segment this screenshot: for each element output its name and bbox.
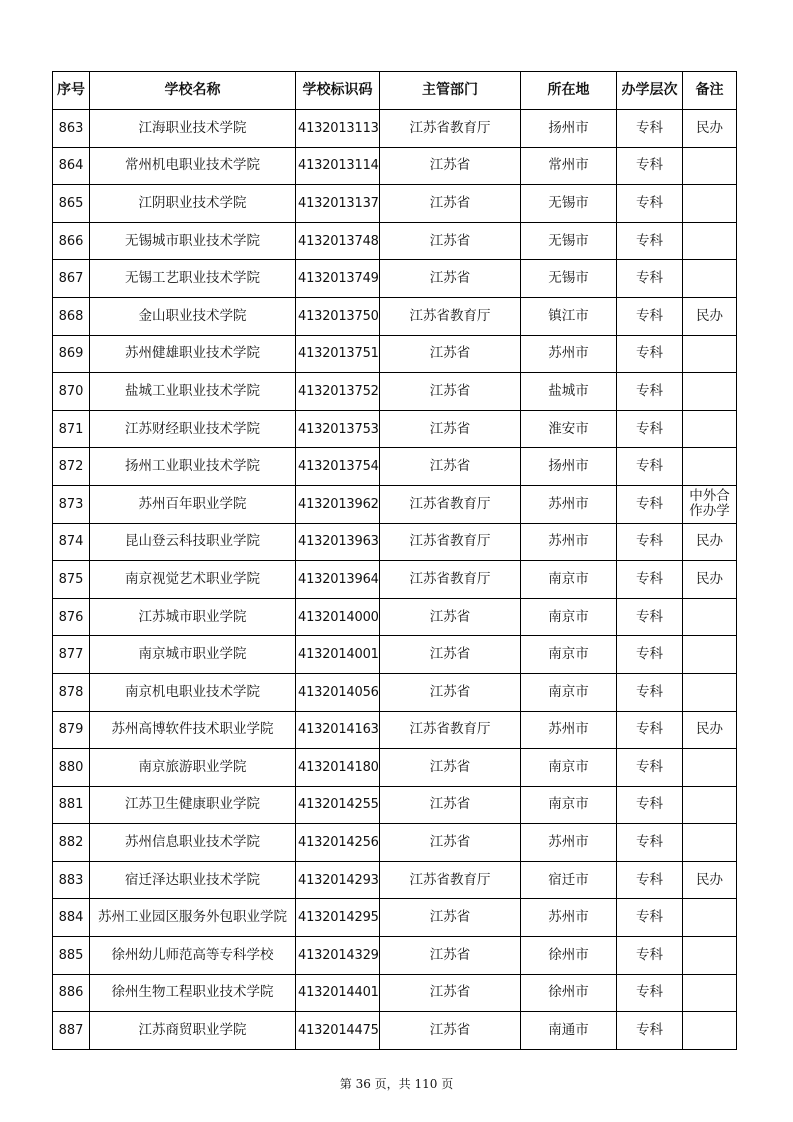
cell-location: 苏州市 — [521, 523, 617, 561]
cell-remark — [683, 410, 737, 448]
table-row — [53, 410, 737, 448]
table-row — [53, 937, 737, 975]
cell-school-name: 南京视觉艺术职业学院 — [90, 561, 296, 599]
cell-index: 885 — [53, 937, 90, 975]
header-level: 办学层次 — [617, 72, 683, 110]
header-location: 所在地 — [521, 72, 617, 110]
cell-location: 徐州市 — [521, 974, 617, 1012]
cell-index: 882 — [53, 824, 90, 862]
cell-department: 江苏省 — [380, 937, 521, 975]
cell-school-name: 江苏财经职业技术学院 — [90, 410, 296, 448]
cell-school-name: 金山职业技术学院 — [90, 297, 296, 335]
cell-remark — [683, 260, 737, 298]
cell-location: 苏州市 — [521, 824, 617, 862]
cell-index: 876 — [53, 598, 90, 636]
cell-remark — [683, 786, 737, 824]
table-row — [53, 147, 737, 185]
cell-remark — [683, 598, 737, 636]
cell-department: 江苏省 — [380, 824, 521, 862]
cell-school-code: 4132014256 — [296, 824, 380, 862]
cell-department: 江苏省 — [380, 636, 521, 674]
cell-school-name: 江苏商贸职业学院 — [90, 1012, 296, 1050]
cell-location: 南京市 — [521, 636, 617, 674]
cell-level: 专科 — [617, 185, 683, 223]
cell-level: 专科 — [617, 297, 683, 335]
cell-index: 878 — [53, 673, 90, 711]
cell-department: 江苏省 — [380, 222, 521, 260]
cell-remark — [683, 673, 737, 711]
cell-remark — [683, 899, 737, 937]
cell-school-code: 4132013962 — [296, 485, 380, 523]
cell-school-code: 4132013137 — [296, 185, 380, 223]
cell-school-code: 4132013964 — [296, 561, 380, 599]
cell-level: 专科 — [617, 598, 683, 636]
cell-remark — [683, 373, 737, 411]
cell-school-name: 昆山登云科技职业学院 — [90, 523, 296, 561]
cell-school-code: 4132013753 — [296, 410, 380, 448]
header-school-code: 学校标识码 — [296, 72, 380, 110]
cell-level: 专科 — [617, 673, 683, 711]
cell-school-code: 4132014329 — [296, 937, 380, 975]
cell-department: 江苏省教育厅 — [380, 861, 521, 899]
cell-index: 872 — [53, 448, 90, 486]
cell-school-name: 苏州百年职业学院 — [90, 485, 296, 523]
cell-level: 专科 — [617, 410, 683, 448]
cell-department: 江苏省 — [380, 410, 521, 448]
cell-department: 江苏省教育厅 — [380, 561, 521, 599]
cell-school-code: 4132014295 — [296, 899, 380, 937]
cell-school-name: 徐州生物工程职业技术学院 — [90, 974, 296, 1012]
cell-level: 专科 — [617, 110, 683, 148]
cell-remark: 民办 — [683, 711, 737, 749]
cell-remark — [683, 335, 737, 373]
cell-level: 专科 — [617, 523, 683, 561]
cell-remark — [683, 448, 737, 486]
cell-level: 专科 — [617, 861, 683, 899]
cell-index: 874 — [53, 523, 90, 561]
cell-school-name: 宿迁泽达职业技术学院 — [90, 861, 296, 899]
cell-school-code: 4132014293 — [296, 861, 380, 899]
cell-index: 873 — [53, 485, 90, 523]
cell-index: 864 — [53, 147, 90, 185]
table-row — [53, 749, 737, 787]
cell-location: 无锡市 — [521, 260, 617, 298]
table-row — [53, 711, 737, 749]
cell-remark — [683, 937, 737, 975]
cell-remark — [683, 749, 737, 787]
table-row — [53, 485, 737, 523]
cell-school-code: 4132014056 — [296, 673, 380, 711]
cell-school-name: 苏州工业园区服务外包职业学院 — [90, 899, 296, 937]
cell-location: 徐州市 — [521, 937, 617, 975]
cell-school-name: 江阴职业技术学院 — [90, 185, 296, 223]
table-row — [53, 673, 737, 711]
cell-level: 专科 — [617, 636, 683, 674]
cell-department: 江苏省教育厅 — [380, 711, 521, 749]
cell-index: 865 — [53, 185, 90, 223]
cell-level: 专科 — [617, 711, 683, 749]
school-list-sheet — [52, 71, 736, 1050]
cell-location: 扬州市 — [521, 110, 617, 148]
cell-location: 南通市 — [521, 1012, 617, 1050]
table-row — [53, 899, 737, 937]
cell-index: 883 — [53, 861, 90, 899]
cell-department: 江苏省 — [380, 1012, 521, 1050]
cell-level: 专科 — [617, 260, 683, 298]
cell-index: 886 — [53, 974, 90, 1012]
cell-level: 专科 — [617, 786, 683, 824]
cell-remark: 民办 — [683, 861, 737, 899]
cell-location: 宿迁市 — [521, 861, 617, 899]
cell-location: 南京市 — [521, 561, 617, 599]
cell-school-code: 4132014401 — [296, 974, 380, 1012]
cell-remark — [683, 1012, 737, 1050]
cell-location: 无锡市 — [521, 185, 617, 223]
cell-school-name: 南京城市职业学院 — [90, 636, 296, 674]
table-row — [53, 297, 737, 335]
table-header-row — [53, 72, 737, 110]
table-row — [53, 523, 737, 561]
cell-school-name: 徐州幼儿师范高等专科学校 — [90, 937, 296, 975]
cell-level: 专科 — [617, 974, 683, 1012]
cell-department: 江苏省 — [380, 448, 521, 486]
cell-school-code: 4132014180 — [296, 749, 380, 787]
cell-school-code: 4132013751 — [296, 335, 380, 373]
table-row — [53, 373, 737, 411]
cell-remark — [683, 185, 737, 223]
cell-index: 887 — [53, 1012, 90, 1050]
table-row — [53, 222, 737, 260]
cell-index: 863 — [53, 110, 90, 148]
cell-school-name: 江苏卫生健康职业学院 — [90, 786, 296, 824]
cell-level: 专科 — [617, 335, 683, 373]
header-school-name: 学校名称 — [90, 72, 296, 110]
cell-school-code: 4132014163 — [296, 711, 380, 749]
cell-level: 专科 — [617, 222, 683, 260]
cell-location: 镇江市 — [521, 297, 617, 335]
cell-location: 扬州市 — [521, 448, 617, 486]
cell-school-name: 扬州工业职业技术学院 — [90, 448, 296, 486]
cell-level: 专科 — [617, 1012, 683, 1050]
cell-remark: 民办 — [683, 523, 737, 561]
cell-location: 淮安市 — [521, 410, 617, 448]
cell-level: 专科 — [617, 937, 683, 975]
cell-school-code: 4132013963 — [296, 523, 380, 561]
table-row — [53, 561, 737, 599]
cell-location: 苏州市 — [521, 335, 617, 373]
cell-location: 南京市 — [521, 673, 617, 711]
cell-school-code: 4132013750 — [296, 297, 380, 335]
cell-location: 盐城市 — [521, 373, 617, 411]
cell-school-name: 苏州健雄职业技术学院 — [90, 335, 296, 373]
cell-remark — [683, 147, 737, 185]
cell-school-name: 苏州高博软件技术职业学院 — [90, 711, 296, 749]
cell-index: 868 — [53, 297, 90, 335]
cell-index: 881 — [53, 786, 90, 824]
table-row — [53, 598, 737, 636]
header-index: 序号 — [53, 72, 90, 110]
cell-school-name: 苏州信息职业技术学院 — [90, 824, 296, 862]
cell-department: 江苏省 — [380, 373, 521, 411]
cell-department: 江苏省 — [380, 335, 521, 373]
cell-department: 江苏省 — [380, 749, 521, 787]
cell-level: 专科 — [617, 824, 683, 862]
cell-department: 江苏省 — [380, 598, 521, 636]
cell-location: 南京市 — [521, 786, 617, 824]
cell-school-code: 4132014001 — [296, 636, 380, 674]
table-body — [53, 110, 737, 1050]
cell-level: 专科 — [617, 448, 683, 486]
cell-school-name: 南京机电职业技术学院 — [90, 673, 296, 711]
cell-location: 苏州市 — [521, 711, 617, 749]
cell-location: 南京市 — [521, 749, 617, 787]
cell-index: 880 — [53, 749, 90, 787]
table-row — [53, 335, 737, 373]
cell-remark — [683, 824, 737, 862]
header-remark: 备注 — [683, 72, 737, 110]
table-row — [53, 974, 737, 1012]
cell-location: 苏州市 — [521, 485, 617, 523]
cell-school-name: 南京旅游职业学院 — [90, 749, 296, 787]
header-department: 主管部门 — [380, 72, 521, 110]
table-row — [53, 824, 737, 862]
cell-remark: 民办 — [683, 297, 737, 335]
page-footer: 第 36 页，共 110 页 — [339, 1077, 454, 1091]
cell-index: 884 — [53, 899, 90, 937]
cell-level: 专科 — [617, 147, 683, 185]
cell-index: 870 — [53, 373, 90, 411]
cell-department: 江苏省教育厅 — [380, 485, 521, 523]
cell-school-name: 江苏城市职业学院 — [90, 598, 296, 636]
cell-school-name: 无锡城市职业技术学院 — [90, 222, 296, 260]
cell-department: 江苏省 — [380, 974, 521, 1012]
cell-index: 866 — [53, 222, 90, 260]
cell-school-code: 4132014255 — [296, 786, 380, 824]
cell-department: 江苏省 — [380, 185, 521, 223]
cell-school-name: 盐城工业职业技术学院 — [90, 373, 296, 411]
cell-department: 江苏省教育厅 — [380, 297, 521, 335]
cell-level: 专科 — [617, 561, 683, 599]
cell-department: 江苏省 — [380, 899, 521, 937]
table-row — [53, 636, 737, 674]
table-row — [53, 1012, 737, 1050]
cell-level: 专科 — [617, 749, 683, 787]
cell-location: 南京市 — [521, 598, 617, 636]
cell-index: 869 — [53, 335, 90, 373]
cell-level: 专科 — [617, 373, 683, 411]
cell-location: 苏州市 — [521, 899, 617, 937]
cell-index: 871 — [53, 410, 90, 448]
cell-school-code: 4132013752 — [296, 373, 380, 411]
table-row — [53, 786, 737, 824]
cell-school-name: 无锡工艺职业技术学院 — [90, 260, 296, 298]
cell-index: 867 — [53, 260, 90, 298]
table-row — [53, 861, 737, 899]
cell-school-code: 4132013754 — [296, 448, 380, 486]
table-row — [53, 185, 737, 223]
cell-remark: 民办 — [683, 561, 737, 599]
cell-remark — [683, 636, 737, 674]
cell-school-name: 江海职业技术学院 — [90, 110, 296, 148]
cell-school-code: 4132013114 — [296, 147, 380, 185]
cell-department: 江苏省教育厅 — [380, 110, 521, 148]
school-table — [52, 71, 737, 1050]
table-row — [53, 110, 737, 148]
cell-department: 江苏省 — [380, 673, 521, 711]
cell-location: 无锡市 — [521, 222, 617, 260]
cell-department: 江苏省教育厅 — [380, 523, 521, 561]
cell-index: 879 — [53, 711, 90, 749]
cell-school-code: 4132014000 — [296, 598, 380, 636]
cell-school-code: 4132014475 — [296, 1012, 380, 1050]
cell-remark: 中外合作办学 — [683, 485, 737, 523]
cell-school-code: 4132013113 — [296, 110, 380, 148]
cell-level: 专科 — [617, 899, 683, 937]
cell-location: 常州市 — [521, 147, 617, 185]
cell-school-code: 4132013749 — [296, 260, 380, 298]
cell-department: 江苏省 — [380, 260, 521, 298]
cell-school-code: 4132013748 — [296, 222, 380, 260]
table-row — [53, 448, 737, 486]
cell-index: 877 — [53, 636, 90, 674]
cell-remark — [683, 222, 737, 260]
cell-level: 专科 — [617, 485, 683, 523]
cell-department: 江苏省 — [380, 786, 521, 824]
cell-remark — [683, 974, 737, 1012]
cell-remark: 民办 — [683, 110, 737, 148]
table-row — [53, 260, 737, 298]
cell-department: 江苏省 — [380, 147, 521, 185]
cell-school-name: 常州机电职业技术学院 — [90, 147, 296, 185]
cell-index: 875 — [53, 561, 90, 599]
